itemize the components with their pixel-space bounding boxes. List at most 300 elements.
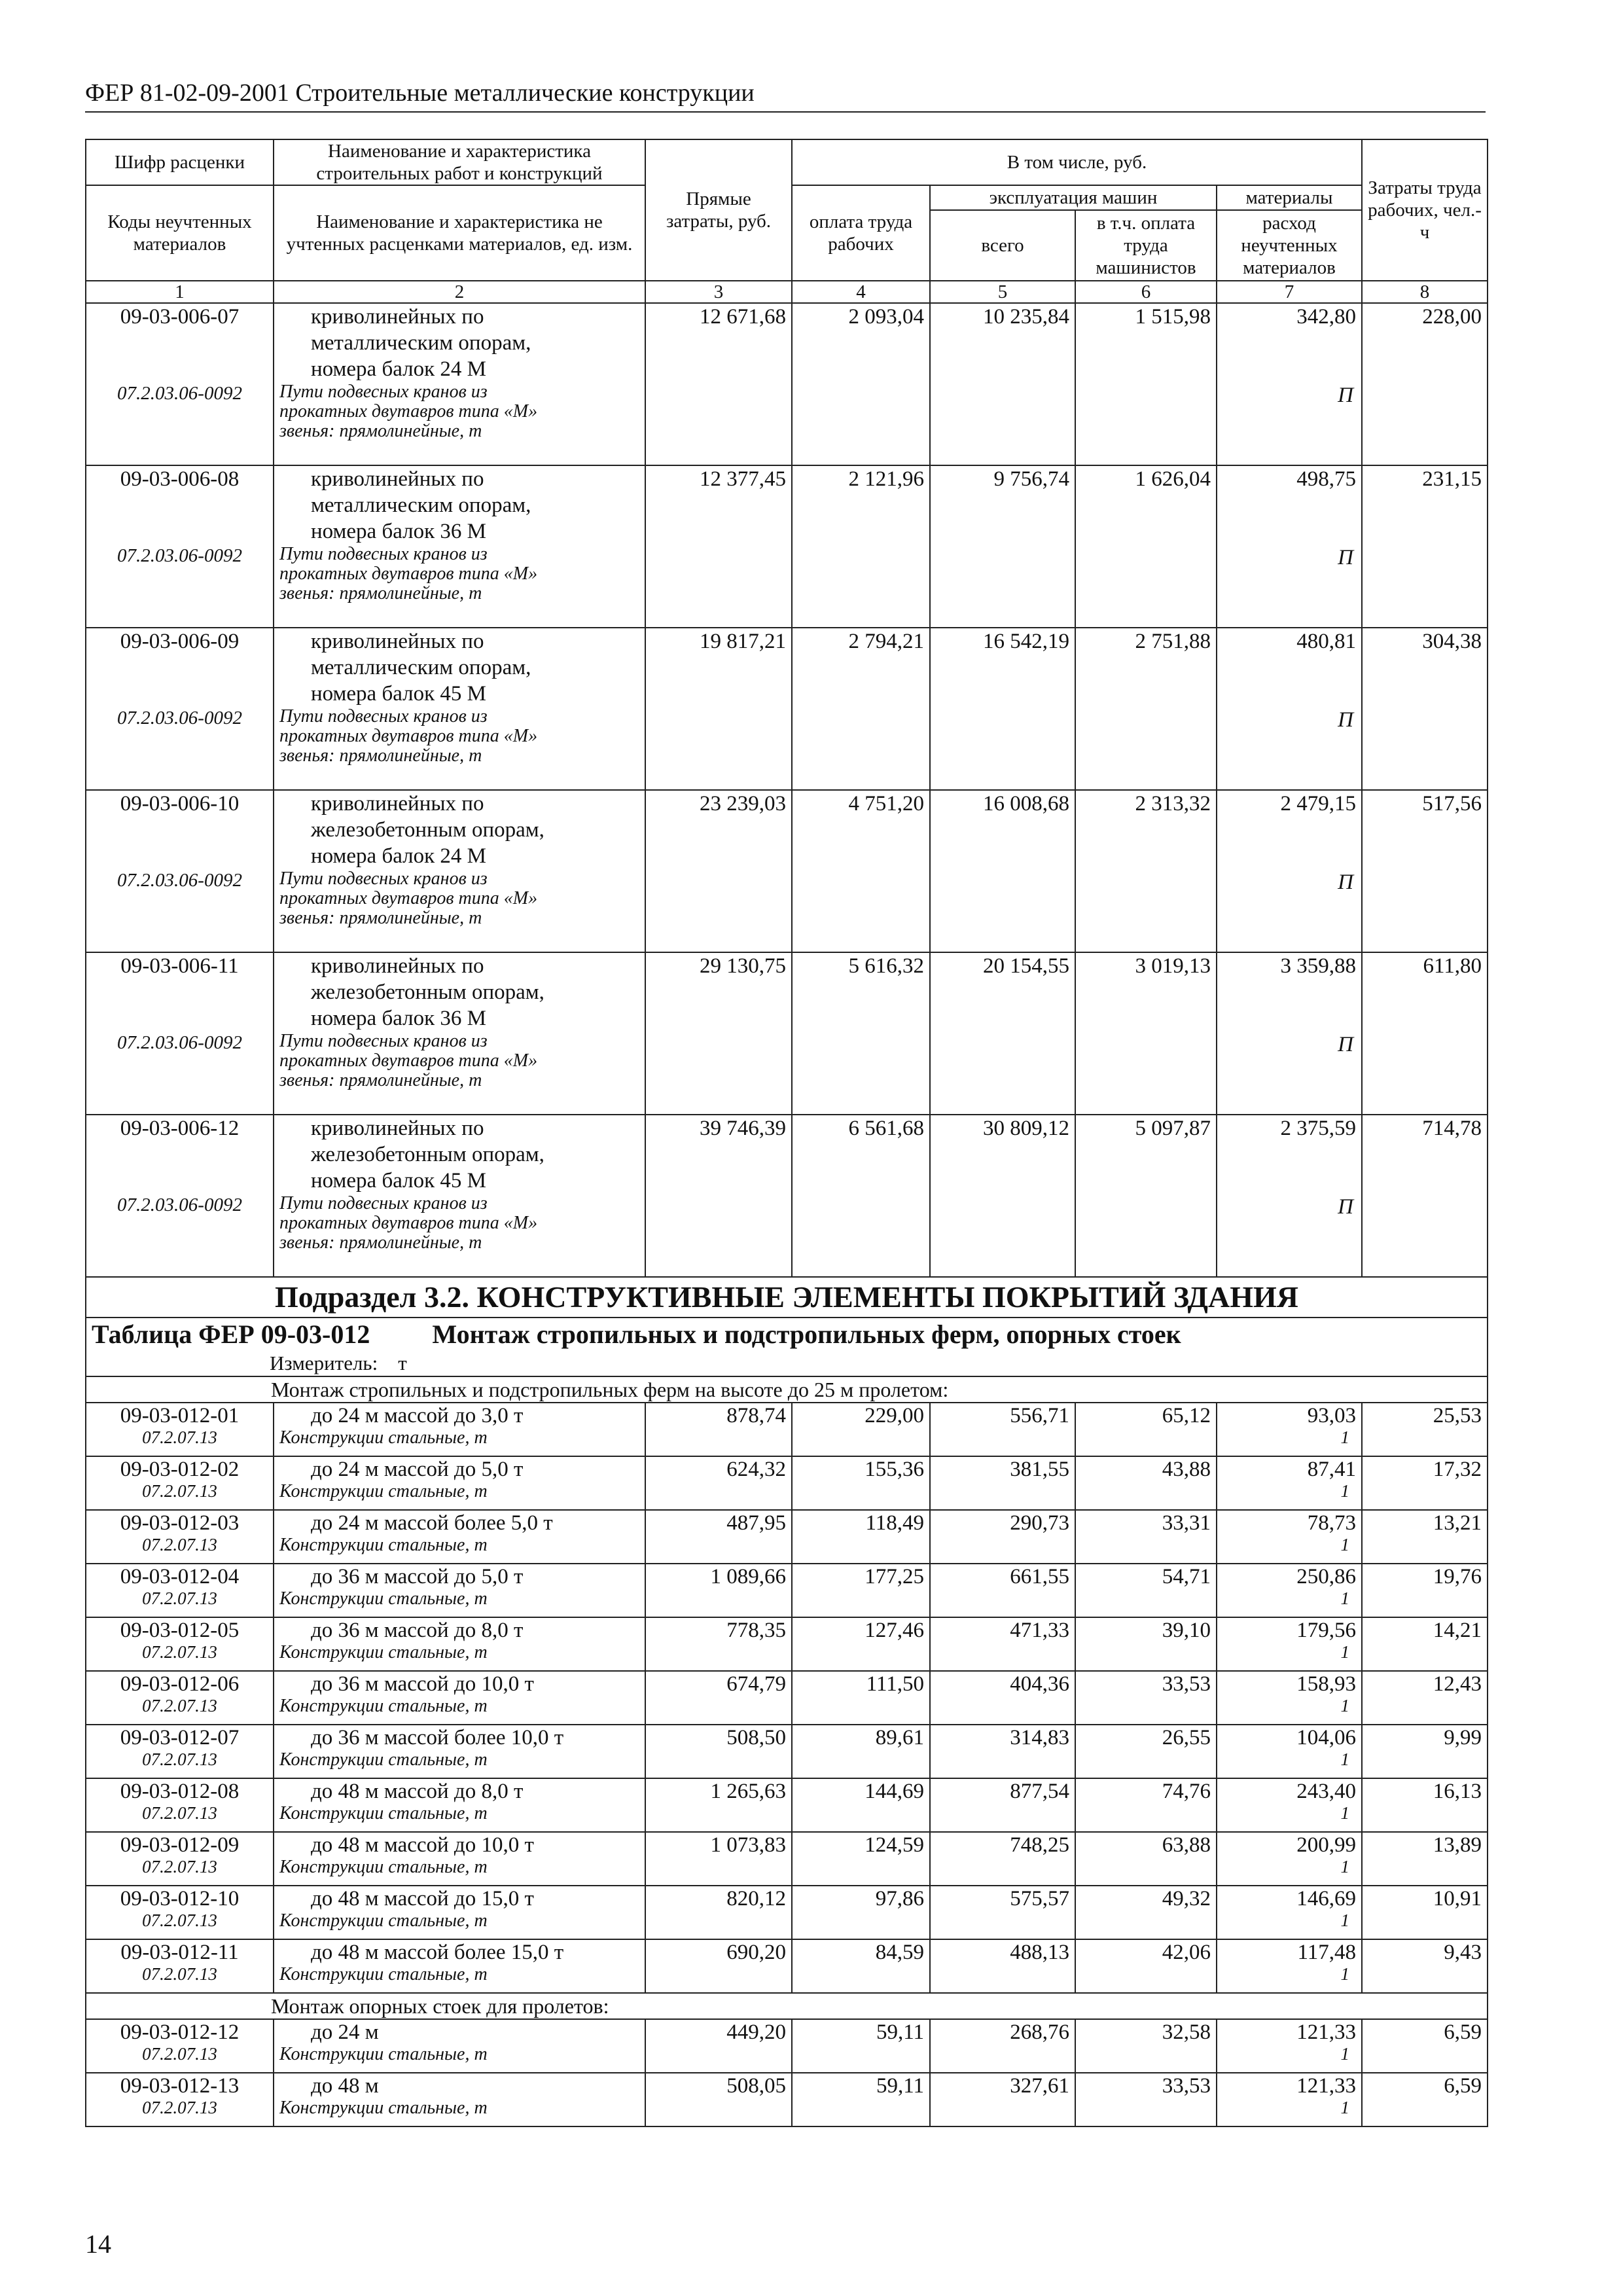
header-wages: оплата труда рабочих xyxy=(792,185,930,281)
work-name-cell xyxy=(274,1939,645,1993)
material-code: 07.2.07.13 xyxy=(142,1964,217,1984)
material-name-line: звенья: прямолинейные, т xyxy=(279,745,482,766)
page-header-title: ФЕР 81-02-09-2001 Строительные металлические конструкции xyxy=(85,77,1486,113)
section-b-rows xyxy=(86,1403,1488,1993)
material-code: 07.2.03.06-0092 xyxy=(117,708,242,728)
work-name-cell xyxy=(274,952,645,1115)
material-code: 07.2.07.13 xyxy=(142,1535,217,1554)
table-row xyxy=(86,1115,1488,1277)
cell-machines: 488,13 xyxy=(930,1939,1075,1993)
cell-machines: 290,73 xyxy=(930,1510,1075,1564)
cell-direct: 878,74 xyxy=(645,1403,792,1456)
cell-wages: 2 794,21 xyxy=(792,628,930,790)
materials-value: 498,75 xyxy=(1296,467,1356,491)
work-name: до 24 м массой до 3,0 т xyxy=(311,1404,524,1427)
material-quantity: 1 xyxy=(1340,2044,1349,2064)
cell-wages: 59,11 xyxy=(792,2019,930,2073)
cell-machines: 16 542,19 xyxy=(930,628,1075,790)
cell-wages: 59,11 xyxy=(792,2073,930,2126)
header-work-name: Наименование и характеристика строительных работ и конструкций xyxy=(274,139,645,185)
material-quantity: П xyxy=(1338,546,1353,569)
header-machines-wages: в т.ч. оплата труда машинистов xyxy=(1075,210,1217,281)
materials-cell xyxy=(1217,2073,1362,2126)
cell-machines: 16 008,68 xyxy=(930,790,1075,952)
material-name-line: звенья: прямолинейные, т xyxy=(279,1070,482,1090)
work-name-line: номера балок 24 М xyxy=(311,844,487,868)
material-quantity: П xyxy=(1338,708,1353,732)
material-quantity: 1 xyxy=(1340,1910,1349,1930)
rate-code-cell xyxy=(86,1725,274,1778)
cell-direct: 19 817,21 xyxy=(645,628,792,790)
cell-wages: 84,59 xyxy=(792,1939,930,1993)
material-name-line: звенья: прямолинейные, т xyxy=(279,421,482,441)
cell-wages: 97,86 xyxy=(792,1886,930,1939)
cell-mach-wages: 2 313,32 xyxy=(1075,790,1217,952)
rate-code: 09-03-012-11 xyxy=(120,1941,239,1964)
cell-wages: 5 616,32 xyxy=(792,952,930,1115)
table-row xyxy=(86,1725,1488,1778)
cell-labor: 19,76 xyxy=(1362,1564,1488,1617)
cell-mach-wages: 26,55 xyxy=(1075,1725,1217,1778)
cell-machines: 661,55 xyxy=(930,1564,1075,1617)
material-name-line: прокатных двутавров типа «М» xyxy=(279,726,538,746)
material-name: Конструкции стальные, т xyxy=(279,1588,488,1609)
material-code: 07.2.07.13 xyxy=(142,1857,217,1876)
material-code: 07.2.07.13 xyxy=(142,2044,217,2064)
cell-wages: 89,61 xyxy=(792,1725,930,1778)
cell-labor: 9,43 xyxy=(1362,1939,1488,1993)
page-number: 14 xyxy=(85,2229,111,2259)
rate-code-cell xyxy=(86,1832,274,1886)
section-title: Подраздел 3.2. КОНСТРУКТИВНЫЕ ЭЛЕМЕНТЫ ПОКРЫТИЙ ЗДАНИЯ xyxy=(86,1277,1488,1318)
cell-wages: 177,25 xyxy=(792,1564,930,1617)
cell-labor: 16,13 xyxy=(1362,1778,1488,1832)
work-name-line: криволинейных по xyxy=(311,792,484,816)
rate-code: 09-03-006-09 xyxy=(120,630,240,653)
header-materials: материалы xyxy=(1217,185,1362,210)
cell-mach-wages: 49,32 xyxy=(1075,1886,1217,1939)
materials-cell xyxy=(1217,1564,1362,1617)
material-name-line: прокатных двутавров типа «М» xyxy=(279,888,538,908)
work-name-cell xyxy=(274,1456,645,1510)
material-code: 07.2.07.13 xyxy=(142,2098,217,2117)
materials-value: 243,40 xyxy=(1296,1780,1356,1803)
column-number: 4 xyxy=(792,281,930,303)
material-name-line: звенья: прямолинейные, т xyxy=(279,908,482,928)
work-name-cell xyxy=(274,1886,645,1939)
materials-cell xyxy=(1217,790,1362,952)
table-name: Монтаж стропильных и подстропильных ферм, опорных стоек xyxy=(432,1319,1181,1349)
cell-machines: 575,57 xyxy=(930,1886,1075,1939)
column-number: 8 xyxy=(1362,281,1488,303)
material-name: Конструкции стальные, т xyxy=(279,1803,488,1823)
table-row xyxy=(86,1939,1488,1993)
material-name-line: Пути подвесных кранов из xyxy=(279,706,488,726)
cell-direct: 820,12 xyxy=(645,1886,792,1939)
header-machines: эксплуатация машин xyxy=(930,185,1217,210)
rate-code-cell xyxy=(86,628,274,790)
cell-wages: 2 121,96 xyxy=(792,465,930,628)
material-name-line: прокатных двутавров типа «М» xyxy=(279,1213,538,1233)
material-code: 07.2.03.06-0092 xyxy=(117,1194,242,1215)
work-name-line: номера балок 45 М xyxy=(311,1169,487,1193)
cell-mach-wages: 74,76 xyxy=(1075,1778,1217,1832)
rate-code: 09-03-006-12 xyxy=(120,1117,240,1140)
work-name-cell xyxy=(274,1832,645,1886)
table-row xyxy=(86,303,1488,465)
work-name-cell xyxy=(274,1510,645,1564)
column-number: 2 xyxy=(274,281,645,303)
table-row xyxy=(86,465,1488,628)
rate-code-cell xyxy=(86,1778,274,1832)
cell-labor: 6,59 xyxy=(1362,2019,1488,2073)
section-c-rows xyxy=(86,2019,1488,2126)
work-name-line: номера балок 36 М xyxy=(311,520,487,543)
section-divider xyxy=(86,1277,1488,1403)
cell-mach-wages: 43,88 xyxy=(1075,1456,1217,1510)
rate-code: 09-03-012-09 xyxy=(120,1833,240,1857)
cell-wages: 144,69 xyxy=(792,1778,930,1832)
material-name: Конструкции стальные, т xyxy=(279,2098,488,2118)
rate-code-cell xyxy=(86,1671,274,1725)
work-name-line: криволинейных по xyxy=(311,305,484,329)
work-name-cell xyxy=(274,1778,645,1832)
cell-labor: 17,32 xyxy=(1362,1456,1488,1510)
work-name-line: номера балок 36 М xyxy=(311,1007,487,1030)
material-code: 07.2.07.13 xyxy=(142,1427,217,1447)
header-unaccounted-names: Наименование и характеристика не учтенных расценками материалов, ед. изм. xyxy=(274,185,645,281)
cell-mach-wages: 3 019,13 xyxy=(1075,952,1217,1115)
measure-label: Измеритель: xyxy=(270,1352,378,1374)
cell-direct: 624,32 xyxy=(645,1456,792,1510)
material-name-line: Пути подвесных кранов из xyxy=(279,869,488,889)
material-quantity: 1 xyxy=(1340,1803,1349,1823)
material-quantity: 1 xyxy=(1340,1642,1349,1662)
cell-mach-wages: 1 626,04 xyxy=(1075,465,1217,628)
work-name-cell xyxy=(274,465,645,628)
cell-labor: 13,89 xyxy=(1362,1832,1488,1886)
work-name-cell xyxy=(274,303,645,465)
cell-wages: 229,00 xyxy=(792,1403,930,1456)
materials-cell xyxy=(1217,1403,1362,1456)
cell-mach-wages: 63,88 xyxy=(1075,1832,1217,1886)
work-name-cell xyxy=(274,1617,645,1671)
rate-code: 09-03-012-13 xyxy=(120,2074,240,2098)
cell-wages: 124,59 xyxy=(792,1832,930,1886)
rate-code-cell xyxy=(86,465,274,628)
table-row xyxy=(86,1886,1488,1939)
material-name-line: звенья: прямолинейные, т xyxy=(279,1232,482,1253)
cell-labor: 13,21 xyxy=(1362,1510,1488,1564)
material-quantity: 1 xyxy=(1340,1535,1349,1554)
cell-direct: 778,35 xyxy=(645,1617,792,1671)
subheading-trusses: Монтаж стропильных и подстропильных ферм на высоте до 25 м пролетом: xyxy=(86,1376,1488,1403)
rate-code: 09-03-006-08 xyxy=(120,467,240,491)
material-code: 07.2.07.13 xyxy=(142,1910,217,1930)
work-name-line: номера балок 45 М xyxy=(311,682,487,706)
rates-table xyxy=(85,139,1488,2127)
material-quantity: П xyxy=(1338,1195,1353,1219)
cell-direct: 1 073,83 xyxy=(645,1832,792,1886)
work-name-line: железобетонным опорам, xyxy=(311,980,544,1004)
work-name-cell xyxy=(274,2073,645,2126)
material-name: Конструкции стальные, т xyxy=(279,1427,488,1448)
column-number-row xyxy=(86,281,1488,303)
material-code: 07.2.07.13 xyxy=(142,1481,217,1501)
material-name: Конструкции стальные, т xyxy=(279,1642,488,1662)
cell-machines: 877,54 xyxy=(930,1778,1075,1832)
cell-machines: 20 154,55 xyxy=(930,952,1075,1115)
cell-labor: 6,59 xyxy=(1362,2073,1488,2126)
materials-cell xyxy=(1217,1617,1362,1671)
rate-code-cell xyxy=(86,303,274,465)
material-quantity: П xyxy=(1338,1033,1353,1056)
cell-direct: 508,05 xyxy=(645,2073,792,2126)
materials-cell xyxy=(1217,1671,1362,1725)
cell-mach-wages: 54,71 xyxy=(1075,1564,1217,1617)
rate-code-cell xyxy=(86,1510,274,1564)
table-row xyxy=(86,2073,1488,2126)
cell-machines: 327,61 xyxy=(930,2073,1075,2126)
materials-cell xyxy=(1217,1456,1362,1510)
materials-value: 121,33 xyxy=(1296,2020,1356,2044)
materials-cell xyxy=(1217,628,1362,790)
cell-wages: 2 093,04 xyxy=(792,303,930,465)
rate-code-cell xyxy=(86,2073,274,2126)
rate-code-cell xyxy=(86,1886,274,1939)
header-machines-total: всего xyxy=(930,210,1075,281)
cell-direct: 29 130,75 xyxy=(645,952,792,1115)
cell-machines: 314,83 xyxy=(930,1725,1075,1778)
cell-machines: 9 756,74 xyxy=(930,465,1075,628)
rate-code: 09-03-012-02 xyxy=(120,1458,240,1481)
column-number: 5 xyxy=(930,281,1075,303)
cell-direct: 487,95 xyxy=(645,1510,792,1564)
measure-line xyxy=(92,1351,1482,1376)
table-row xyxy=(86,790,1488,952)
material-code: 07.2.07.13 xyxy=(142,1749,217,1769)
materials-value: 250,86 xyxy=(1296,1565,1356,1588)
materials-cell xyxy=(1217,2019,1362,2073)
cell-labor: 10,91 xyxy=(1362,1886,1488,1939)
materials-value: 93,03 xyxy=(1307,1404,1356,1427)
material-code: 07.2.03.06-0092 xyxy=(117,383,242,404)
materials-value: 3 359,88 xyxy=(1280,954,1356,978)
cell-wages: 127,46 xyxy=(792,1617,930,1671)
column-number: 1 xyxy=(86,281,274,303)
table-title-row xyxy=(86,1318,1488,1376)
materials-cell xyxy=(1217,1115,1362,1277)
material-name-line: прокатных двутавров типа «М» xyxy=(279,1050,538,1071)
cell-labor: 14,21 xyxy=(1362,1617,1488,1671)
material-quantity: 1 xyxy=(1340,1588,1349,1608)
cell-mach-wages: 33,53 xyxy=(1075,1671,1217,1725)
materials-cell xyxy=(1217,1939,1362,1993)
rate-code: 09-03-012-10 xyxy=(120,1887,240,1910)
cell-mach-wages: 65,12 xyxy=(1075,1403,1217,1456)
material-quantity: 1 xyxy=(1340,1481,1349,1501)
materials-cell xyxy=(1217,952,1362,1115)
column-number: 6 xyxy=(1075,281,1217,303)
rate-code: 09-03-006-10 xyxy=(120,792,240,816)
column-number: 3 xyxy=(645,281,792,303)
materials-value: 158,93 xyxy=(1296,1672,1356,1696)
table-row xyxy=(86,1510,1488,1564)
work-name-line: металлическим опорам, xyxy=(311,656,531,679)
materials-value: 480,81 xyxy=(1296,630,1356,653)
materials-cell xyxy=(1217,1725,1362,1778)
table-row xyxy=(86,1832,1488,1886)
material-quantity: 1 xyxy=(1340,1857,1349,1876)
section-a-rows xyxy=(86,303,1488,1277)
cell-labor: 25,53 xyxy=(1362,1403,1488,1456)
cell-direct: 12 671,68 xyxy=(645,303,792,465)
material-name: Конструкции стальные, т xyxy=(279,1749,488,1770)
cell-wages: 155,36 xyxy=(792,1456,930,1510)
material-quantity: П xyxy=(1338,870,1353,894)
material-name-line: Пути подвесных кранов из xyxy=(279,1193,488,1213)
cell-mach-wages: 33,53 xyxy=(1075,2073,1217,2126)
work-name-cell xyxy=(274,2019,645,2073)
work-name-cell xyxy=(274,1671,645,1725)
materials-cell xyxy=(1217,1778,1362,1832)
materials-value: 200,99 xyxy=(1296,1833,1356,1857)
rate-code-cell xyxy=(86,1564,274,1617)
rate-code: 09-03-012-03 xyxy=(120,1511,240,1535)
cell-labor: 228,00 xyxy=(1362,303,1488,465)
cell-machines: 404,36 xyxy=(930,1671,1075,1725)
rate-code: 09-03-012-08 xyxy=(120,1780,240,1803)
cell-machines: 748,25 xyxy=(930,1832,1075,1886)
materials-value: 87,41 xyxy=(1307,1458,1356,1481)
rate-code-cell xyxy=(86,1403,274,1456)
rate-code-cell xyxy=(86,1617,274,1671)
subheading-posts: Монтаж опорных стоек для пролетов: xyxy=(86,1993,1488,2019)
work-name-line: металлическим опорам, xyxy=(311,331,531,355)
cell-wages: 111,50 xyxy=(792,1671,930,1725)
table-row xyxy=(86,628,1488,790)
material-name: Конструкции стальные, т xyxy=(279,1535,488,1555)
material-quantity: 1 xyxy=(1340,1964,1349,1984)
material-code: 07.2.07.13 xyxy=(142,1803,217,1823)
cell-machines: 471,33 xyxy=(930,1617,1075,1671)
work-name: до 36 м массой до 10,0 т xyxy=(311,1672,534,1696)
cell-direct: 1 265,63 xyxy=(645,1778,792,1832)
rate-code-cell xyxy=(86,1456,274,1510)
cell-machines: 381,55 xyxy=(930,1456,1075,1510)
cell-wages: 6 561,68 xyxy=(792,1115,930,1277)
header-direct-costs: Прямые затраты, руб. xyxy=(645,139,792,281)
cell-wages: 118,49 xyxy=(792,1510,930,1564)
work-name-cell xyxy=(274,1115,645,1277)
material-name: Конструкции стальные, т xyxy=(279,1696,488,1716)
material-name-line: Пути подвесных кранов из xyxy=(279,382,488,402)
materials-value: 342,80 xyxy=(1296,305,1356,329)
materials-value: 104,06 xyxy=(1296,1726,1356,1749)
cell-mach-wages: 42,06 xyxy=(1075,1939,1217,1993)
material-quantity: 1 xyxy=(1340,2098,1349,2117)
cell-machines: 10 235,84 xyxy=(930,303,1075,465)
material-code: 07.2.07.13 xyxy=(142,1588,217,1608)
materials-cell xyxy=(1217,303,1362,465)
cell-labor: 231,15 xyxy=(1362,465,1488,628)
materials-cell xyxy=(1217,1832,1362,1886)
cell-direct: 39 746,39 xyxy=(645,1115,792,1277)
work-name-line: номера балок 24 М xyxy=(311,357,487,381)
material-name: Конструкции стальные, т xyxy=(279,1481,488,1501)
material-code: 07.2.03.06-0092 xyxy=(117,545,242,566)
rate-code-cell xyxy=(86,790,274,952)
materials-value: 2 375,59 xyxy=(1280,1117,1356,1140)
material-code: 07.2.03.06-0092 xyxy=(117,1032,242,1053)
table-row xyxy=(86,1564,1488,1617)
work-name: до 24 м массой до 5,0 т xyxy=(311,1458,524,1481)
work-name-line: железобетонным опорам, xyxy=(311,818,544,842)
cell-direct: 23 239,03 xyxy=(645,790,792,952)
material-name-line: звенья: прямолинейные, т xyxy=(279,583,482,603)
material-quantity: П xyxy=(1338,384,1353,407)
cell-direct: 508,50 xyxy=(645,1725,792,1778)
header-materials-use: расход неучтенных материалов xyxy=(1217,210,1362,281)
rate-code: 09-03-012-04 xyxy=(120,1565,240,1588)
table-code: Таблица ФЕР 09-03-012 xyxy=(92,1319,370,1349)
table-row xyxy=(86,1403,1488,1456)
work-name-cell xyxy=(274,790,645,952)
materials-value: 117,48 xyxy=(1297,1941,1356,1964)
table-row xyxy=(86,1671,1488,1725)
table-row xyxy=(86,1778,1488,1832)
work-name: до 48 м массой до 10,0 т xyxy=(311,1833,534,1857)
cell-direct: 690,20 xyxy=(645,1939,792,1993)
work-name: до 48 м массой до 8,0 т xyxy=(311,1780,524,1803)
table-row xyxy=(86,1456,1488,1510)
work-name-line: криволинейных по xyxy=(311,467,484,491)
cell-labor: 304,38 xyxy=(1362,628,1488,790)
material-name-line: Пути подвесных кранов из xyxy=(279,544,488,564)
material-code: 07.2.03.06-0092 xyxy=(117,870,242,891)
header-including: В том числе, руб. xyxy=(792,139,1362,185)
work-name-cell xyxy=(274,1403,645,1456)
cell-mach-wages: 5 097,87 xyxy=(1075,1115,1217,1277)
rate-code-cell xyxy=(86,952,274,1115)
materials-cell xyxy=(1217,465,1362,628)
material-name: Конструкции стальные, т xyxy=(279,1857,488,1877)
materials-cell xyxy=(1217,1510,1362,1564)
cell-direct: 449,20 xyxy=(645,2019,792,2073)
work-name-line: криволинейных по xyxy=(311,630,484,653)
cell-machines: 268,76 xyxy=(930,2019,1075,2073)
work-name: до 24 м xyxy=(311,2020,379,2044)
rate-code: 09-03-006-11 xyxy=(120,954,239,978)
material-code: 07.2.07.13 xyxy=(142,1696,217,1715)
table-header xyxy=(86,139,1488,303)
material-name-line: прокатных двутавров типа «М» xyxy=(279,564,538,584)
cell-mach-wages: 32,58 xyxy=(1075,2019,1217,2073)
work-name: до 24 м массой более 5,0 т xyxy=(311,1511,553,1535)
work-name-cell xyxy=(274,1564,645,1617)
rate-code-cell xyxy=(86,2019,274,2073)
material-name-line: Пути подвесных кранов из xyxy=(279,1031,488,1051)
rate-code: 09-03-012-01 xyxy=(120,1404,240,1427)
cell-machines: 30 809,12 xyxy=(930,1115,1075,1277)
subheading-group xyxy=(86,1993,1488,2019)
cell-labor: 9,99 xyxy=(1362,1725,1488,1778)
material-quantity: 1 xyxy=(1340,1749,1349,1769)
work-name-line: металлическим опорам, xyxy=(311,493,531,517)
materials-value: 179,56 xyxy=(1296,1619,1356,1642)
cell-mach-wages: 33,31 xyxy=(1075,1510,1217,1564)
work-name: до 48 м массой более 15,0 т xyxy=(311,1941,564,1964)
